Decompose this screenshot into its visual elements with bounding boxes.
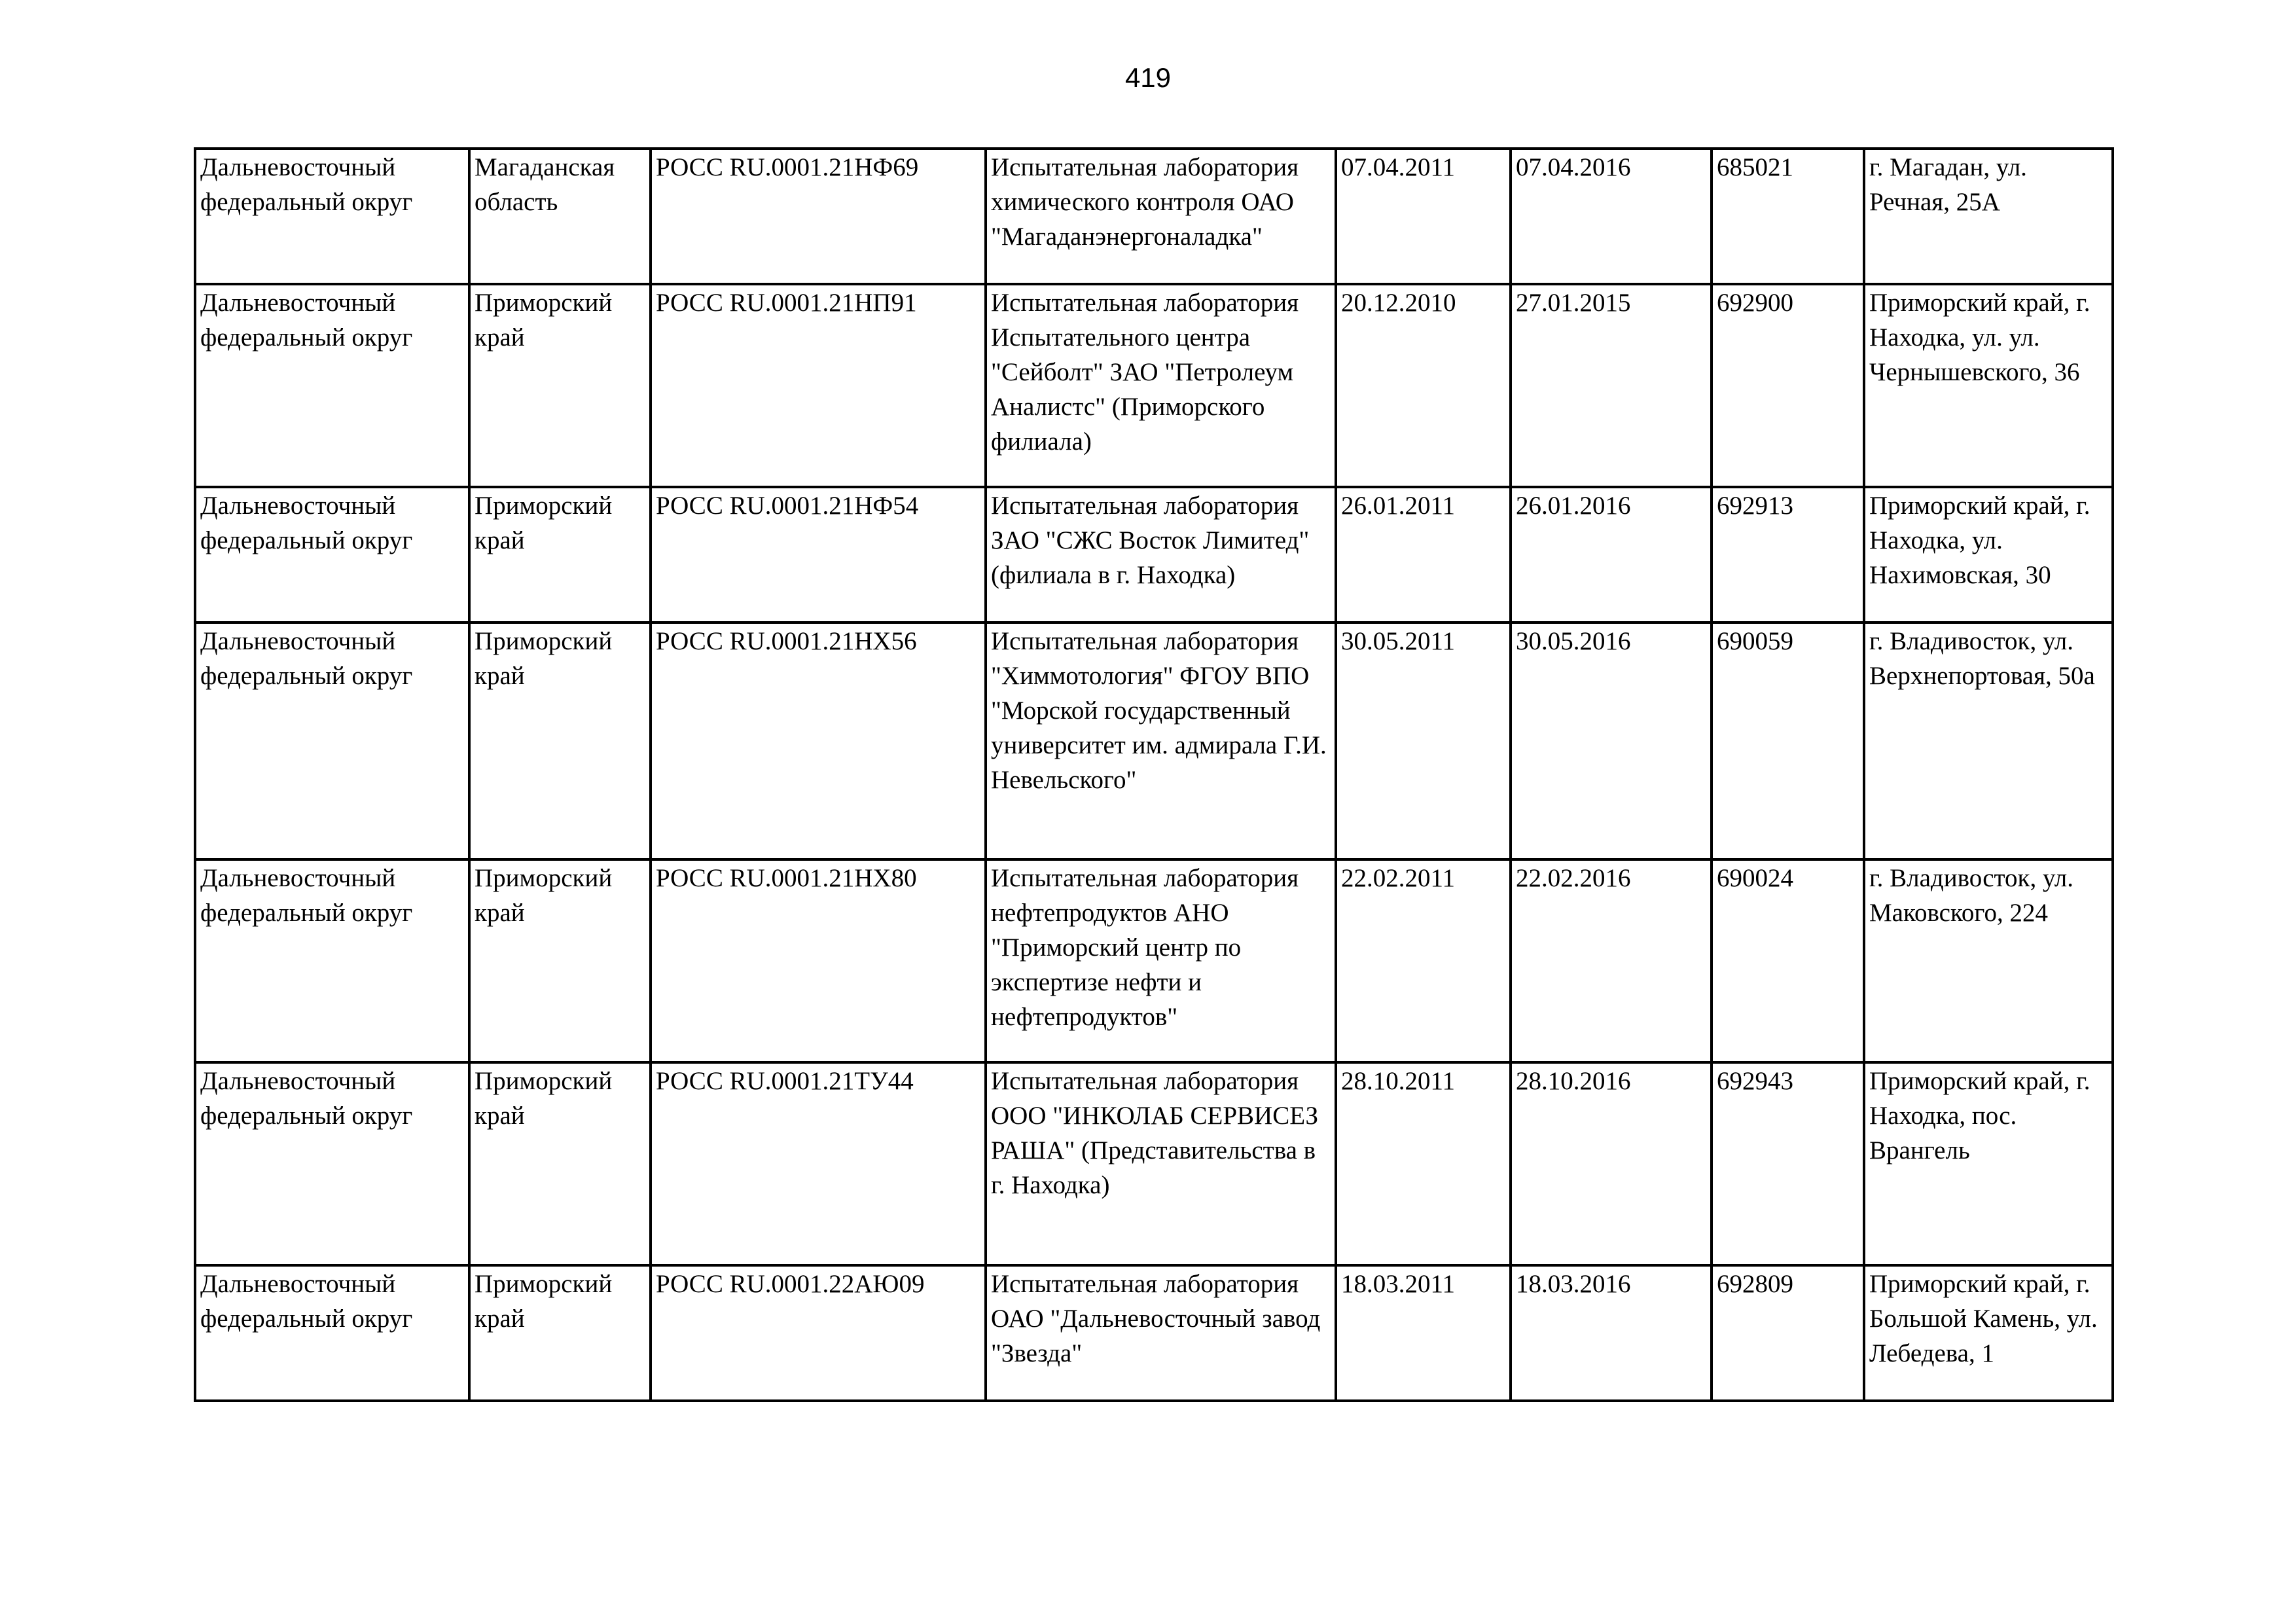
laboratory-cell: Испытательная лаборатория ОАО "Дальневосточный завод "Звезда" (986, 1265, 1336, 1401)
date-from-cell: 20.12.2010 (1336, 284, 1511, 487)
date-to-cell: 18.03.2016 (1511, 1265, 1712, 1401)
district-cell: Дальневосточный федеральный округ (195, 623, 469, 859)
laboratory-cell: Испытательная лаборатория ЗАО "СЖС Восток Лимитед" (филиала в г. Находка) (986, 487, 1336, 623)
certificate-cell: РОСС RU.0001.21НХ80 (651, 859, 986, 1062)
table-row (195, 149, 2113, 284)
region-cell: Приморский край (469, 284, 651, 487)
date-from-cell: 26.01.2011 (1336, 487, 1511, 623)
date-to-cell: 26.01.2016 (1511, 487, 1712, 623)
district-cell: Дальневосточный федеральный округ (195, 487, 469, 623)
address-cell: г. Владивосток, ул. Маковского, 224 (1864, 859, 2113, 1062)
district-cell: Дальневосточный федеральный округ (195, 149, 469, 284)
address-cell: г. Магадан, ул. Речная, 25А (1864, 149, 2113, 284)
postcode-cell: 690059 (1712, 623, 1864, 859)
certificate-cell: РОСС RU.0001.22АЮ09 (651, 1265, 986, 1401)
date-from-cell: 30.05.2011 (1336, 623, 1511, 859)
date-to-cell: 30.05.2016 (1511, 623, 1712, 859)
postcode-cell: 692900 (1712, 284, 1864, 487)
date-to-cell: 28.10.2016 (1511, 1062, 1712, 1265)
certificate-cell: РОСС RU.0001.21НФ69 (651, 149, 986, 284)
address-cell: Приморский край, г. Находка, ул. Нахимовская, 30 (1864, 487, 2113, 623)
certificate-cell: РОСС RU.0001.21НХ56 (651, 623, 986, 859)
date-to-cell: 27.01.2015 (1511, 284, 1712, 487)
postcode-cell: 690024 (1712, 859, 1864, 1062)
region-cell: Приморский край (469, 1265, 651, 1401)
region-cell: Приморский край (469, 859, 651, 1062)
certificate-cell: РОСС RU.0001.21ТУ44 (651, 1062, 986, 1265)
date-from-cell: 07.04.2011 (1336, 149, 1511, 284)
address-cell: Приморский край, г. Находка, ул. ул. Чернышевского, 36 (1864, 284, 2113, 487)
certificate-cell: РОСС RU.0001.21НФ54 (651, 487, 986, 623)
laboratory-cell: Испытательная лаборатория "Химмотология" ФГОУ ВПО "Морской государственный университет им. адмирала Г.И. Невельского" (986, 623, 1336, 859)
page-number: 419 (1124, 62, 1172, 93)
postcode-cell: 692809 (1712, 1265, 1864, 1401)
table-row (195, 284, 2113, 487)
date-from-cell: 22.02.2011 (1336, 859, 1511, 1062)
region-cell: Магаданская область (469, 149, 651, 284)
district-cell: Дальневосточный федеральный округ (195, 284, 469, 487)
postcode-cell: 692943 (1712, 1062, 1864, 1265)
laboratory-cell: Испытательная лаборатория Испытательного центра "Сейболт" ЗАО "Петролеум Аналистс" (Приморского филиала) (986, 284, 1336, 487)
laboratory-cell: Испытательная лаборатория ООО "ИНКОЛАБ СЕРВИСЕЗ РАША" (Представительства в г. Находка) (986, 1062, 1336, 1265)
table-row (195, 623, 2113, 859)
date-to-cell: 22.02.2016 (1511, 859, 1712, 1062)
table-row (195, 859, 2113, 1062)
table-row (195, 1265, 2113, 1401)
postcode-cell: 692913 (1712, 487, 1864, 623)
address-cell: г. Владивосток, ул. Верхнепортовая, 50а (1864, 623, 2113, 859)
laboratory-registry-table (194, 147, 2114, 1402)
table-row (195, 487, 2113, 623)
district-cell: Дальневосточный федеральный округ (195, 859, 469, 1062)
date-from-cell: 18.03.2011 (1336, 1265, 1511, 1401)
district-cell: Дальневосточный федеральный округ (195, 1062, 469, 1265)
date-to-cell: 07.04.2016 (1511, 149, 1712, 284)
region-cell: Приморский край (469, 487, 651, 623)
date-from-cell: 28.10.2011 (1336, 1062, 1511, 1265)
postcode-cell: 685021 (1712, 149, 1864, 284)
address-cell: Приморский край, г. Большой Камень, ул. Лебедева, 1 (1864, 1265, 2113, 1401)
certificate-cell: РОСС RU.0001.21НП91 (651, 284, 986, 487)
region-cell: Приморский край (469, 623, 651, 859)
laboratory-cell: Испытательная лаборатория химического контроля ОАО "Магаданэнергоналадка" (986, 149, 1336, 284)
table-row (195, 1062, 2113, 1265)
address-cell: Приморский край, г. Находка, пос. Врангель (1864, 1062, 2113, 1265)
region-cell: Приморский край (469, 1062, 651, 1265)
district-cell: Дальневосточный федеральный округ (195, 1265, 469, 1401)
laboratory-cell: Испытательная лаборатория нефтепродуктов АНО "Приморский центр по экспертизе нефти и нефтепродуктов" (986, 859, 1336, 1062)
